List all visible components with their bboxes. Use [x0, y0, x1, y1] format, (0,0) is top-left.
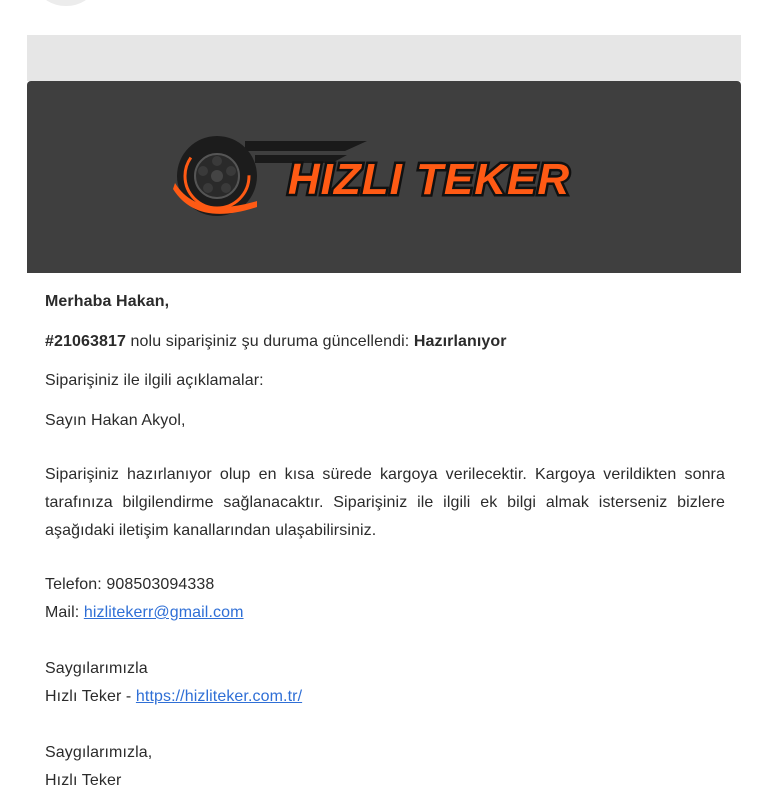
signature-name: Hızlı Teker - — [45, 688, 132, 705]
email-header-banner — [27, 81, 741, 273]
website-link[interactable]: https://hizliteker.com.tr/ — [135, 688, 303, 705]
closing-2: Saygılarımızla, — [45, 744, 153, 761]
greeting: Merhaba Hakan, — [45, 293, 170, 310]
body-paragraph: Siparişiniz hazırlanıyor olup en kısa sürede kargoya verilecektir. Kargoya verildikten sonra tarafınıza bilgilendirme sağlanacaktır. Siparişiniz ile ilgili ek bilgi almak isterseniz bizlere aşağıdaki iletişim kanallarından ulaşabilirsiniz. — [45, 466, 725, 539]
salutation: Sayın Hakan Akyol, — [45, 412, 186, 429]
order-number: #21063817 — [45, 333, 126, 350]
signature-line — [45, 683, 725, 711]
email-body — [45, 288, 725, 795]
mail-line — [45, 599, 725, 627]
logo-wordmark: HIZLI TEKER — [287, 155, 571, 204]
mail-label: Mail: — [45, 604, 80, 621]
mail-link[interactable]: hizlitekerr@gmail.com — [83, 604, 244, 621]
phone-value: 908503094338 — [106, 576, 215, 593]
description-title: Siparişiniz ile ilgili açıklamalar: — [45, 372, 264, 389]
avatar — [40, 0, 92, 6]
email-top-band — [27, 35, 741, 81]
phone-line — [45, 571, 725, 599]
closing-1: Saygılarımızla — [45, 660, 148, 677]
order-status-line — [45, 328, 725, 356]
signature-cut-off: Hızlı Teker — [45, 772, 122, 789]
status-sentence: nolu siparişiniz şu duruma güncellendi: — [130, 333, 410, 350]
phone-label: Telefon: — [45, 576, 102, 593]
order-status: Hazırlanıyor — [413, 333, 507, 350]
hizli-teker-logo — [167, 131, 617, 221]
